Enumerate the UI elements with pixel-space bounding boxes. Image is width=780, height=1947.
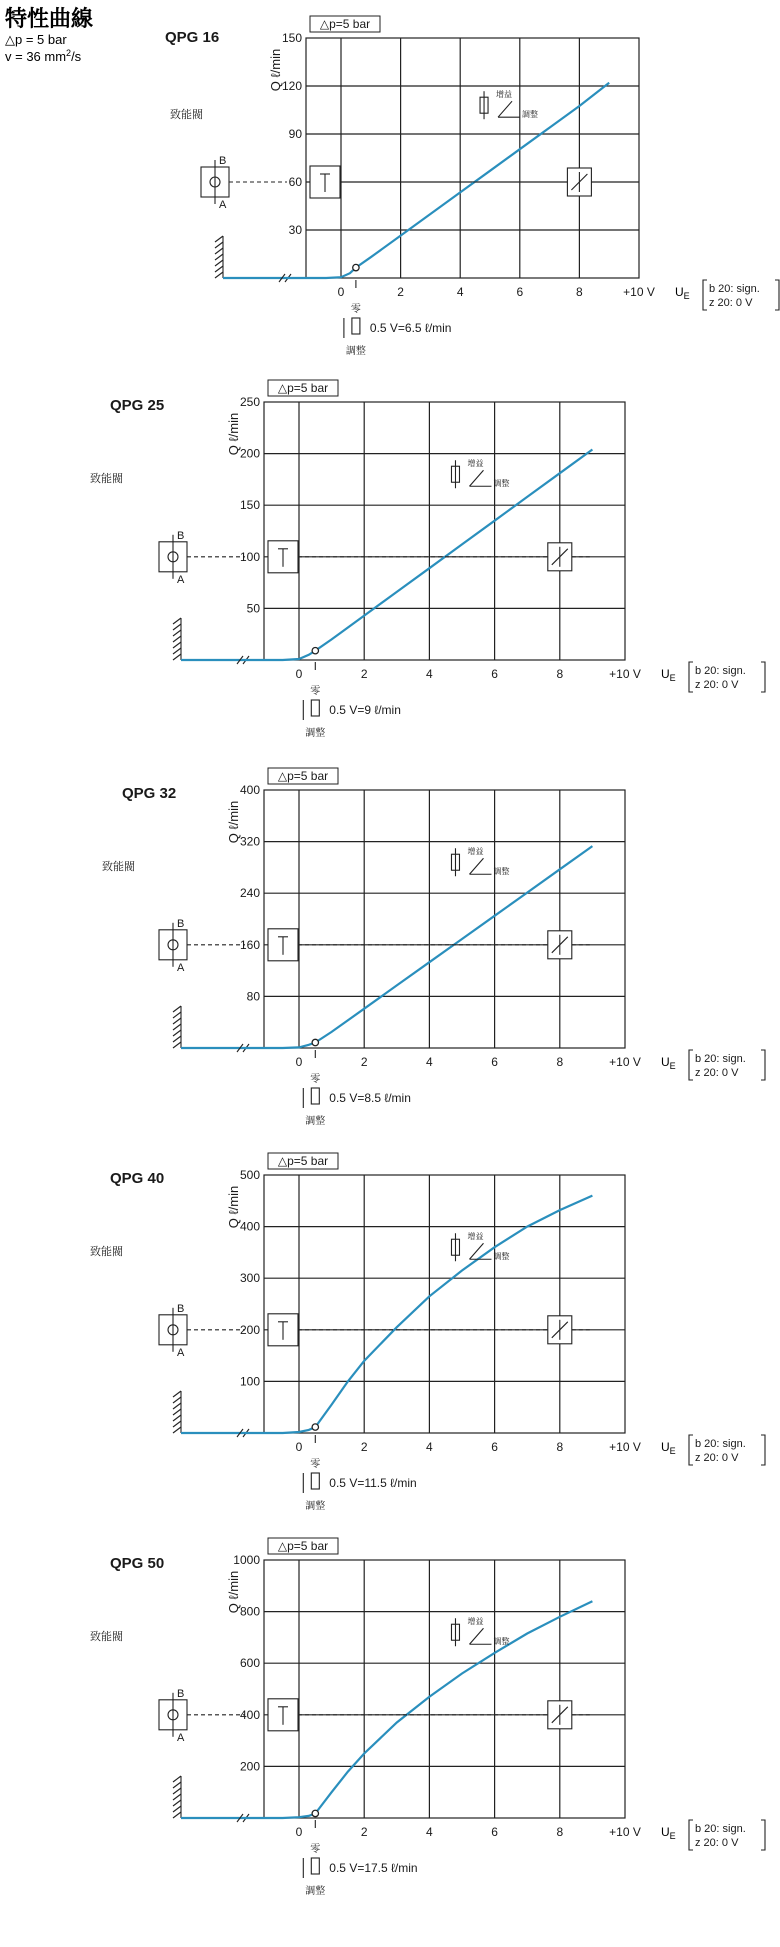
port-b-label: B: [177, 1687, 185, 1700]
plot-frame: [264, 790, 625, 1048]
wall-hatch: [173, 624, 181, 630]
wall-hatch: [173, 636, 181, 642]
page-title: 特性曲線: [5, 7, 94, 32]
gain-adjust-symbol: [451, 1616, 509, 1646]
y-tick-label: 80: [246, 989, 260, 1004]
wall-hatch: [173, 1030, 181, 1036]
y-axis-label: Q ℓ/min: [226, 1570, 241, 1614]
pressure-box-label: △p=5 bar: [277, 1154, 329, 1168]
wall-hatch: [173, 654, 181, 660]
legend-bracket: [689, 662, 693, 692]
x-axis-label: $U_E$: [661, 1440, 676, 1456]
valve-symbol: [159, 1688, 187, 1744]
zero-point-marker: [312, 1810, 318, 1816]
setpoint-label: 200: [239, 1322, 260, 1337]
x-tick-label: 6: [516, 285, 524, 299]
port-b-label: B: [177, 917, 185, 930]
x-tick-label: 8: [556, 1825, 564, 1839]
wall-hatch: [173, 630, 181, 636]
legend-bracket: [761, 1820, 765, 1850]
wall-hatch: [173, 1788, 181, 1794]
viscosity-condition: v = 36 $mm^2/s$: [5, 48, 82, 64]
gain-adjust-label: 調整: [493, 1252, 510, 1262]
wall-hatch: [215, 236, 223, 242]
gain-adjust-label: 調整: [522, 110, 539, 120]
wall-hatch: [173, 648, 181, 654]
wall-hatch: [173, 1018, 181, 1024]
setpoint-label: 60: [288, 175, 302, 189]
x-tick-label: +10 V: [623, 285, 655, 299]
wall-hatch: [173, 1427, 181, 1433]
y-tick-label: 250: [239, 395, 260, 409]
legend-bracket: [689, 1435, 693, 1465]
y-axis-label: Q ℓ/min: [268, 48, 283, 92]
wall-hatch: [173, 1006, 181, 1012]
plot-frame: [264, 402, 625, 660]
zero-point-marker: [312, 1424, 318, 1430]
gain-label: 增益: [467, 1232, 484, 1242]
legend-bracket: [761, 662, 765, 692]
x-tick-label: 4: [426, 667, 433, 681]
chart-title: QPG 50: [110, 1555, 165, 1572]
pressure-box: [268, 380, 338, 396]
port-a-label: A: [219, 199, 227, 211]
port-b-label: B: [177, 1302, 185, 1315]
zero-resistor: [311, 1088, 319, 1104]
y-tick-label: 150: [281, 31, 302, 45]
x-axis-label: $U_E$: [661, 1825, 676, 1841]
valve-symbol: [159, 918, 187, 974]
zero-adjust-label: 調整: [305, 728, 326, 739]
wall-hatch: [215, 266, 223, 272]
zero-point-text: 0.5 V=6.5 ℓ/min: [369, 321, 452, 335]
x-tick-label: +10 V: [609, 667, 641, 681]
pressure-box-label: △p=5 bar: [277, 1539, 329, 1553]
zero-adjust-label: 調整: [305, 1116, 326, 1127]
legend-bracket: [689, 1050, 693, 1080]
wall-hatch: [173, 1409, 181, 1415]
legend-line-2: z 20: 0 V: [695, 1452, 739, 1464]
setpoint-label: 100: [239, 549, 260, 564]
wall-hatch: [173, 1782, 181, 1788]
wall-hatch: [215, 272, 223, 278]
gain-label: 增益: [496, 90, 513, 100]
x-tick-label: 2: [360, 1055, 368, 1069]
port-a-label: A: [177, 573, 185, 586]
x-tick-label: 8: [556, 667, 564, 681]
gain-curve-icon: [469, 1628, 491, 1644]
chart-title: QPG 32: [122, 785, 177, 802]
x-tick-label: 6: [491, 1440, 498, 1454]
legend-line-2: z 20: 0 V: [695, 1067, 739, 1079]
gain-adjust-label: 調整: [493, 1637, 510, 1647]
gain-curve-icon: [469, 858, 491, 874]
gain-adjust-label: 調整: [493, 479, 510, 489]
x-tick-label: 4: [426, 1440, 433, 1454]
legend-bracket: [689, 1820, 693, 1850]
x-tick-label: 6: [491, 667, 498, 681]
y-tick-label: 100: [239, 1374, 260, 1389]
wall-hatch: [173, 1776, 181, 1782]
y-tick-label: 500: [239, 1168, 260, 1182]
zero-adjust-label: 調整: [305, 1886, 326, 1897]
wall-hatch: [173, 1415, 181, 1421]
gain-label: 增益: [467, 847, 484, 857]
pressure-box: [268, 768, 338, 784]
wall-hatch: [173, 1800, 181, 1806]
chart-title: QPG 25: [110, 397, 165, 414]
gain-adjust-symbol: [451, 846, 509, 876]
y-axis-label: Q ℓ/min: [226, 800, 241, 844]
x-tick-label: 2: [397, 285, 404, 299]
y-tick-label: 150: [239, 498, 260, 513]
plot-frame: [264, 1560, 625, 1818]
zero-point-text: 0.5 V=17.5 ℓ/min: [329, 1861, 418, 1875]
pressure-box-label: △p=5 bar: [277, 769, 329, 783]
zero-point-marker: [312, 1039, 318, 1045]
zero-label: 零: [350, 304, 361, 315]
wall-hatch: [173, 1012, 181, 1018]
x-tick-label: +10 V: [609, 1825, 641, 1839]
wall-hatch: [215, 254, 223, 260]
wall-hatch: [173, 1812, 181, 1818]
valve-symbol: [159, 530, 187, 586]
gain-curve-icon: [498, 101, 520, 117]
enable-valve-label: 致能閥: [90, 473, 123, 485]
x-tick-label: 0: [295, 1440, 303, 1454]
y-tick-label: 30: [288, 223, 302, 237]
x-tick-label: 0: [295, 667, 303, 681]
y-axis-label: Q ℓ/min: [226, 1185, 241, 1229]
port-a-label: A: [177, 1731, 185, 1744]
legend-bracket: [775, 280, 779, 310]
x-tick-label: 0: [295, 1055, 303, 1069]
y-tick-label: 600: [239, 1656, 260, 1671]
enable-valve-label: 致能閥: [90, 1246, 123, 1258]
y-tick-label: 200: [239, 446, 260, 461]
port-a-label: A: [177, 1346, 185, 1359]
x-axis-label: $U_E$: [675, 285, 690, 301]
valve-symbol: [159, 1303, 187, 1359]
x-tick-label: 0: [295, 1825, 303, 1839]
wall-hatch: [173, 618, 181, 624]
legend-line-1: b 20: sign.: [695, 1053, 746, 1065]
wall-hatch: [173, 1042, 181, 1048]
wall-hatch: [173, 1403, 181, 1409]
y-axis-label: Q ℓ/min: [226, 412, 241, 456]
wall-hatch: [215, 248, 223, 254]
gain-adjust-symbol: [480, 89, 538, 119]
legend-line-1: b 20: sign.: [695, 665, 746, 677]
zero-label: 零: [310, 686, 321, 697]
zero-label: 零: [310, 1459, 321, 1470]
zero-point-marker: [353, 264, 359, 270]
chart-title: QPG 16: [165, 29, 220, 46]
wall-hatch: [173, 1036, 181, 1042]
legend-bracket: [761, 1435, 765, 1465]
y-tick-label: 320: [239, 834, 260, 849]
y-tick-label: 800: [239, 1604, 260, 1619]
signal-legend: [689, 1820, 765, 1850]
chart-panel-3: [102, 768, 765, 1127]
x-tick-label: 8: [556, 1440, 564, 1454]
x-tick-label: 4: [426, 1055, 433, 1069]
chart-panel-1: [165, 16, 779, 357]
y-tick-label: 240: [239, 886, 260, 901]
x-axis-label: $U_E$: [661, 1055, 676, 1071]
y-tick-label: 400: [239, 783, 260, 797]
x-tick-label: 6: [491, 1055, 498, 1069]
x-tick-label: 4: [426, 1825, 433, 1839]
x-tick-label: 2: [360, 667, 368, 681]
pressure-box-label: △p=5 bar: [319, 17, 371, 31]
port-b-label: B: [177, 529, 185, 542]
zero-resistor: [311, 1858, 319, 1874]
wall-hatch: [215, 260, 223, 266]
signal-legend: [689, 1050, 765, 1080]
y-tick-label: 50: [246, 601, 260, 616]
enable-valve-label: 致能閥: [170, 109, 203, 121]
wall-hatch: [173, 642, 181, 648]
zero-point-text: 0.5 V=9 ℓ/min: [329, 703, 401, 717]
zero-resistor: [311, 1473, 319, 1489]
pressure-box: [310, 16, 380, 32]
zero-point-marker: [312, 648, 318, 654]
chart-title: QPG 40: [110, 1170, 165, 1187]
zero-adjust-label: 調整: [305, 1501, 326, 1512]
x-tick-label: 8: [556, 1055, 564, 1069]
zero-resistor: [311, 700, 319, 716]
wall-hatch: [173, 1391, 181, 1397]
chart-panel-2: [90, 380, 765, 739]
pressure-box-label: △p=5 bar: [277, 381, 329, 395]
pressure-box: [268, 1153, 338, 1169]
zero-point-text: 0.5 V=8.5 ℓ/min: [329, 1091, 411, 1105]
x-tick-label: 2: [360, 1825, 368, 1839]
gain-label: 增益: [467, 459, 484, 469]
gain-adjust-symbol: [451, 458, 509, 488]
legend-line-2: z 20: 0 V: [695, 1837, 739, 1849]
legend-line-1: b 20: sign.: [709, 283, 760, 295]
legend-line-2: z 20: 0 V: [709, 297, 753, 309]
x-tick-label: 0: [337, 285, 345, 299]
gain-curve-icon: [469, 470, 491, 486]
legend-line-1: b 20: sign.: [695, 1823, 746, 1835]
legend-bracket: [703, 280, 707, 310]
wall-hatch: [173, 1024, 181, 1030]
legend-bracket: [761, 1050, 765, 1080]
zero-label: 零: [310, 1074, 321, 1085]
chart-panel-4: [90, 1153, 765, 1512]
legend-line-2: z 20: 0 V: [695, 679, 739, 691]
gain-label: 增益: [467, 1617, 484, 1627]
valve-symbol: [201, 155, 229, 211]
port-b-label: B: [219, 155, 227, 167]
wall-hatch: [173, 1397, 181, 1403]
chart-panel-5: [90, 1538, 765, 1897]
signal-legend: [689, 662, 765, 692]
y-tick-label: 200: [239, 1759, 260, 1774]
wall-hatch: [173, 1794, 181, 1800]
legend-line-1: b 20: sign.: [695, 1438, 746, 1450]
zero-point-text: 0.5 V=11.5 ℓ/min: [329, 1476, 417, 1490]
plot-frame: [306, 38, 639, 278]
x-tick-label: 6: [491, 1825, 498, 1839]
y-tick-label: 300: [239, 1271, 260, 1286]
pressure-box: [268, 1538, 338, 1554]
y-tick-label: 1000: [233, 1553, 260, 1567]
wall-hatch: [215, 242, 223, 248]
signal-legend: [689, 1435, 765, 1465]
y-tick-label: 400: [239, 1219, 260, 1234]
x-tick-label: 2: [360, 1440, 368, 1454]
setpoint-label: 400: [239, 1707, 260, 1722]
y-tick-label: 90: [288, 127, 302, 141]
x-tick-label: 4: [456, 285, 464, 299]
x-tick-label: 8: [576, 285, 583, 299]
wall-hatch: [173, 1806, 181, 1812]
y-tick-label: 120: [281, 79, 302, 93]
port-a-label: A: [177, 961, 185, 974]
enable-valve-label: 致能閥: [90, 1631, 123, 1643]
wall-hatch: [173, 1421, 181, 1427]
pressure-condition: △p = 5 bar: [5, 32, 67, 47]
zero-adjust-label: 調整: [345, 346, 366, 357]
signal-legend: [703, 280, 779, 310]
x-tick-label: +10 V: [609, 1440, 641, 1454]
x-tick-label: +10 V: [609, 1055, 641, 1069]
setpoint-label: 160: [239, 937, 260, 952]
gain-adjust-label: 調整: [493, 867, 510, 877]
zero-label: 零: [310, 1844, 321, 1855]
x-axis-label: $U_E$: [661, 667, 676, 683]
zero-resistor: [352, 318, 360, 334]
enable-valve-label: 致能閥: [102, 861, 135, 873]
plot-frame: [264, 1175, 625, 1433]
